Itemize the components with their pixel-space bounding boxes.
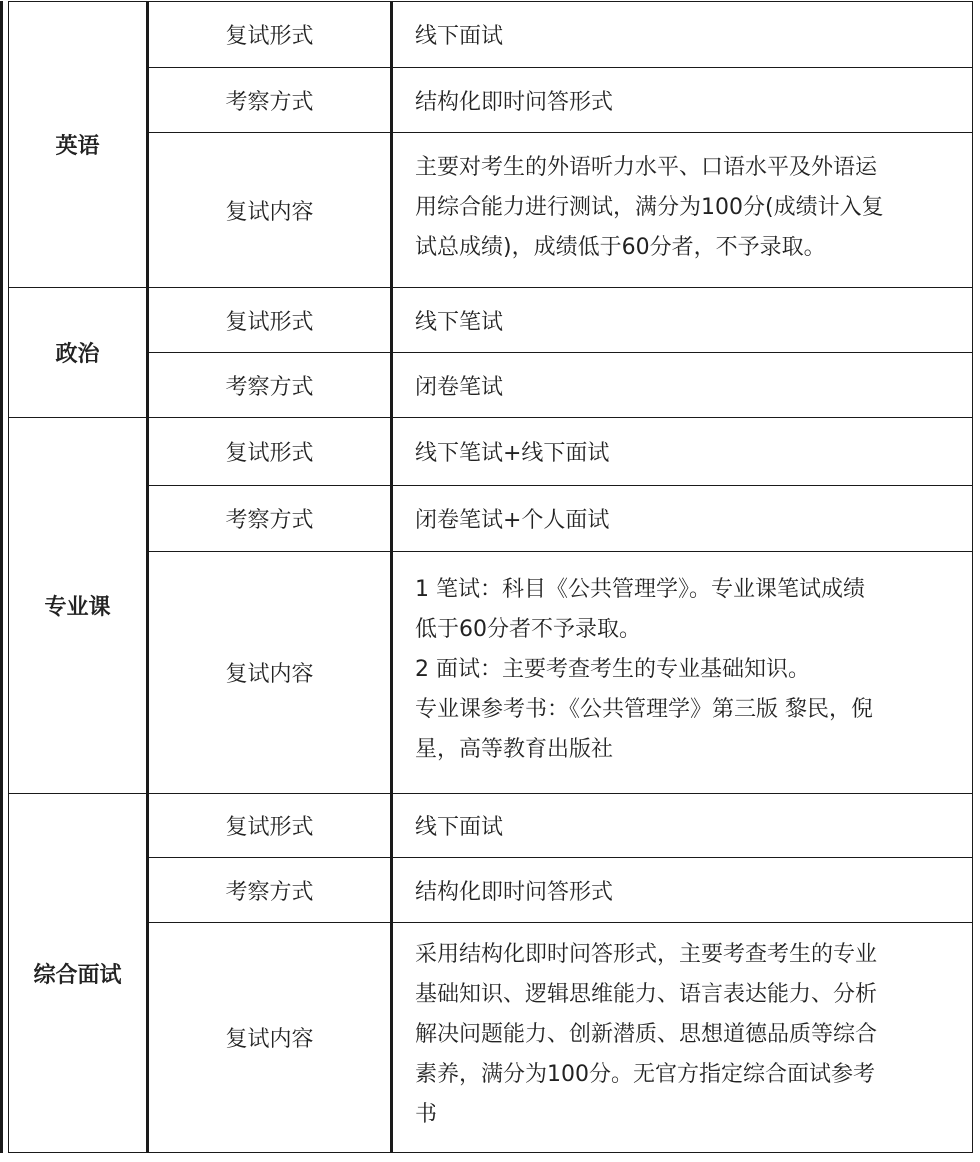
- content-cell: [392, 794, 973, 858]
- content-cell: [392, 486, 973, 552]
- item-label: 考察方式: [148, 858, 392, 923]
- content-line: 用综合能力进行测试，满分为100分(成绩计入复: [415, 194, 884, 220]
- content-line: 线下笔试+线下面试: [415, 441, 610, 466]
- item-label: 考察方式: [148, 353, 392, 418]
- content-line: 低于60分者不予录取。: [415, 617, 641, 642]
- table-row: [9, 68, 973, 133]
- item-label: 考察方式: [148, 486, 392, 552]
- content-cell: [392, 923, 973, 1153]
- table-row: [9, 2, 973, 68]
- content-line: 试总成绩)，成绩低于60分者，不予录取。: [415, 234, 826, 260]
- item-label: 复试形式: [148, 418, 392, 486]
- content-cell: [392, 133, 973, 288]
- item-label: 复试内容: [148, 923, 392, 1153]
- item-label: 复试内容: [148, 552, 392, 794]
- table-row: [9, 794, 973, 858]
- table-row: [9, 923, 973, 1153]
- content-line: 闭卷笔试+个人面试: [415, 508, 610, 533]
- subject-cell-english: 英语: [9, 2, 148, 288]
- content-cell: [392, 418, 973, 486]
- content-line: 基础知识、逻辑思维能力、语言表达能力、分析: [415, 982, 878, 1007]
- item-label: 考察方式: [148, 68, 392, 133]
- content-line: 2 面试：主要考查考生的专业基础知识。: [415, 657, 810, 682]
- table-row: [9, 486, 973, 552]
- table-row: [9, 418, 973, 486]
- content-line: 解决问题能力、创新潜质、思想道德品质等综合: [415, 1022, 878, 1047]
- table-row: [9, 288, 973, 353]
- content-line: 采用结构化即时问答形式，主要考查考生的专业: [415, 942, 878, 967]
- item-label: 复试形式: [148, 288, 392, 353]
- content-line: 主要对考生的外语听力水平、口语水平及外语运: [415, 154, 878, 180]
- content-cell: [392, 353, 973, 418]
- content-line: 1 笔试：科目《公共管理学》。专业课笔试成绩: [415, 577, 865, 602]
- subject-cell-interview: 综合面试: [9, 794, 148, 1153]
- item-label: 复试形式: [148, 794, 392, 858]
- content-line: 书: [415, 1102, 438, 1127]
- content-line: 闭卷笔试: [415, 374, 504, 400]
- table-row: [9, 353, 973, 418]
- content-cell: [392, 858, 973, 923]
- item-label: 复试形式: [148, 2, 392, 68]
- content-line: 素养，满分为100分。无官方指定综合面试参考: [415, 1062, 875, 1087]
- content-cell: [392, 68, 973, 133]
- table-row: [9, 552, 973, 794]
- item-label: 复试内容: [148, 133, 392, 288]
- content-line: 结构化即时问答形式: [415, 879, 614, 905]
- content-line: 线下面试: [415, 815, 504, 840]
- content-line: 结构化即时问答形式: [415, 89, 614, 115]
- subject-cell-major: 专业课: [9, 418, 148, 794]
- subject-cell-politics: 政治: [9, 288, 148, 418]
- content-line: 线下笔试: [415, 309, 504, 335]
- table-left-rule: [0, 1, 3, 1153]
- retest-table: [8, 1, 973, 1153]
- content-line: 线下面试: [415, 24, 504, 49]
- table-row: [9, 858, 973, 923]
- table-row: [9, 133, 973, 288]
- content-line: 专业课参考书：《公共管理学》第三版 黎民，倪: [415, 697, 873, 722]
- content-cell: [392, 552, 973, 794]
- content-cell: [392, 2, 973, 68]
- content-line: 星，高等教育出版社: [415, 737, 614, 762]
- content-cell: [392, 288, 973, 353]
